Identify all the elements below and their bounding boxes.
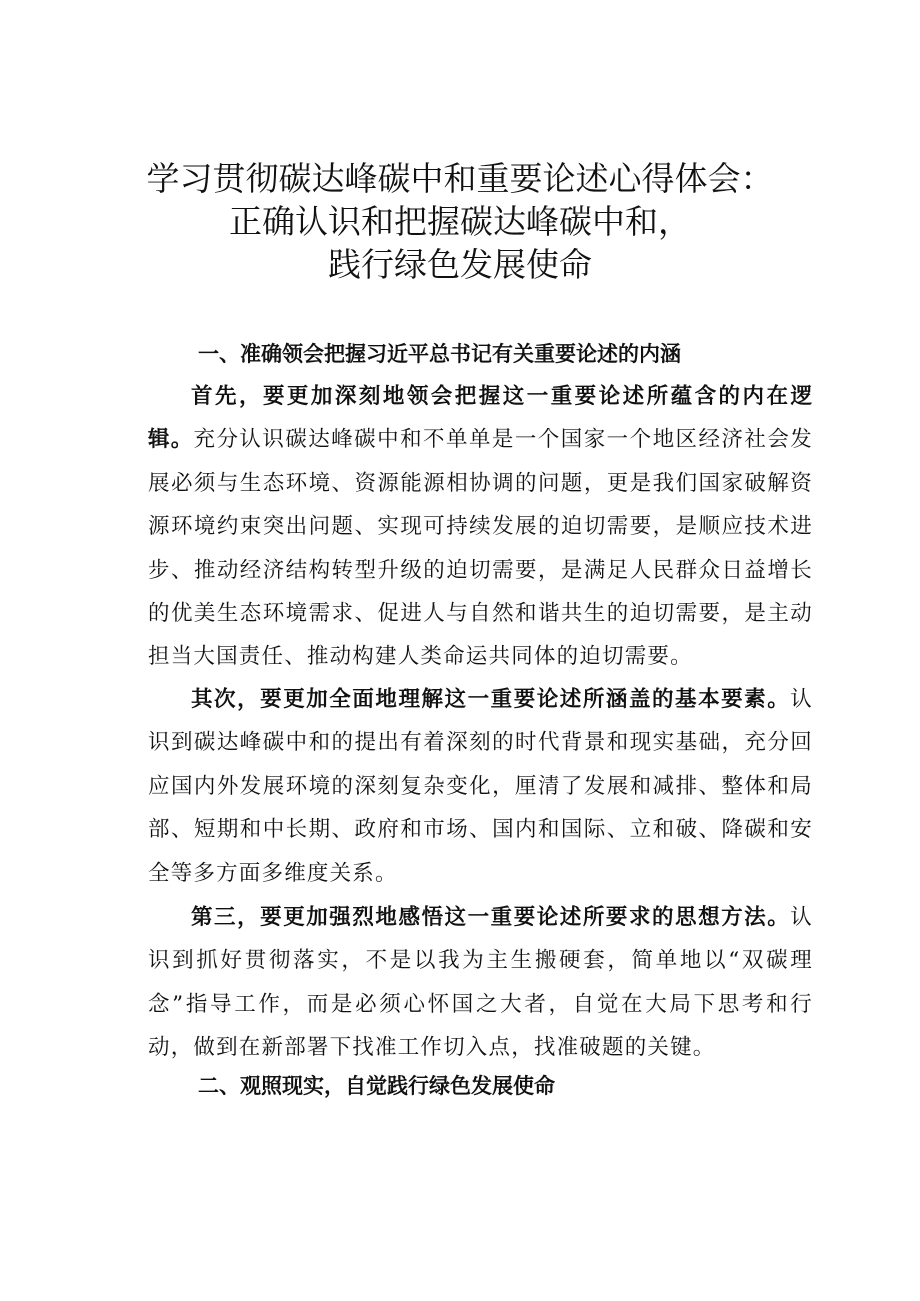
document-title-line-2: 正确认识和把握碳达峰碳中和， xyxy=(229,202,691,241)
paragraph-2-lead: 其次，要更加全面地理解这一重要论述所涵盖的基本要素。 xyxy=(191,687,791,712)
document-title-line-3: 践行绿色发展使命 xyxy=(328,245,592,284)
paragraph-1-lead: 首先，要更加深刻地领会把握这一重要论述所蕴含的内在逻辑。 xyxy=(148,384,813,453)
section-heading-2: 二、观照现实，自觉践行绿色发展使命 xyxy=(198,1074,555,1098)
section-heading-1: 一、准确领会把握习近平总书记有关重要论述的内涵 xyxy=(198,342,681,366)
document-title-line-1: 学习贯彻碳达峰碳中和重要论述心得体会： xyxy=(146,159,774,198)
paragraph-2 xyxy=(148,678,813,895)
paragraph-3-body: 认识到抓好贯彻落实，不是以我为主生搬硬套，简单地以“双碳理念”指导工作，而是必须心怀国之大者，自觉在大局下思考和行动，做到在新部署下找准工作切入点，找准破题的关键。 xyxy=(148,905,813,1061)
paragraph-1 xyxy=(148,375,813,679)
paragraph-1-body: 充分认识碳达峰碳中和不单单是一个国家一个地区经济社会发展必须与生态环境、资源能源相协调的问题，更是我们国家破解资源环境约束突出问题、实现可持续发展的迫切需要，是顺应技术进步、推动经济结构转型升级的迫切需要，是满足人民群众日益增长的优美生态环境需求、促进人与自然和谐共生的迫切需要，是主动担当大国责任、推动构建人类命运共同体的迫切需要。 xyxy=(148,427,813,670)
paragraph-3 xyxy=(148,896,813,1070)
paragraph-3-lead: 第三，要更加强烈地感悟这一重要论述所要求的思想方法。 xyxy=(191,905,791,930)
paragraph-2-body: 认识到碳达峰碳中和的提出有着深刻的时代背景和现实基础，充分回应国内外发展环境的深刻复杂变化，厘清了发展和减排、整体和局部、短期和中长期、政府和市场、国内和国际、立和破、降碳和安全等多方面多维度关系。 xyxy=(148,687,813,886)
